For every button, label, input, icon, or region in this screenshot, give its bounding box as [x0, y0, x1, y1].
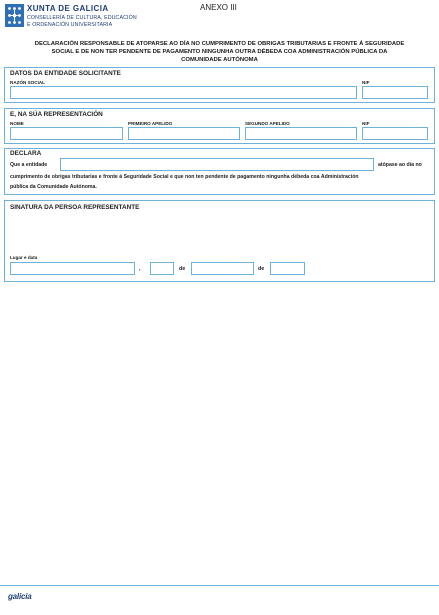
second-surname-input[interactable] — [245, 127, 357, 140]
footer-divider — [0, 585, 439, 586]
declaration-suffix: atópase ao día no — [378, 162, 422, 168]
declaration-line-2: cumprimento de obrigas tributarias e fronte á Seguridade Social e que non ten pendente de pagamento ningunha débeda coa Administración — [10, 174, 359, 180]
company-name-label: RAZÓN SOCIAL — [10, 80, 45, 85]
declaration-section-title: DECLARA — [10, 150, 42, 157]
entity-section-title: DATOS DA ENTIDADE SOLICITANTE — [10, 70, 121, 77]
declaration-line-3: pública da Comunidade Autónoma. — [10, 184, 97, 190]
first-surname-input[interactable] — [128, 127, 240, 140]
title-line-1: DECLARACIÓN RESPONSABLE DE ATOPARSE AO DÍA NO CUMPRIMENTO DE OBRIGAS TRIBUTARIAS E FRONTE Á SEGURIDADE — [34, 41, 405, 47]
de-separator-2: de — [258, 266, 265, 272]
annex-label: ANEXO III — [200, 3, 237, 12]
org-name: XUNTA DE GALICIA — [27, 4, 109, 13]
entity-nif-input[interactable] — [362, 86, 428, 99]
declaration-prefix: Que a entidade — [10, 162, 48, 168]
comma-separator: , — [139, 266, 141, 272]
year-input[interactable] — [270, 262, 305, 275]
place-date-label: Lugar e data — [10, 255, 38, 260]
month-input[interactable] — [191, 262, 254, 275]
de-separator-1: de — [179, 266, 186, 272]
title-line-3: COMUNIDADE AUTÓNOMA — [181, 57, 258, 64]
second-surname-label: SEGUNDO APELIDO — [245, 121, 290, 126]
org-subtitle-2: E ORDENACIÓN UNIVERSITARIA — [27, 22, 113, 28]
representative-nif-input[interactable] — [362, 127, 428, 140]
document-title — [18, 40, 421, 65]
declared-entity-input[interactable] — [60, 158, 374, 171]
first-name-input[interactable] — [10, 127, 123, 140]
place-input[interactable] — [10, 262, 135, 275]
title-line-2: SOCIAL E DE NON TER PENDENTE DE PAGAMENTO NINGUNHA OUTRA DÉBEDA COA ADMINISTRACIÓN PÚBLICA DA — [51, 49, 388, 56]
company-name-input[interactable] — [10, 86, 357, 99]
galicia-footer-logo: galicia — [8, 592, 32, 601]
representative-nif-label: NIF — [362, 121, 370, 126]
signature-section-title: SINATURA DA PERSOA REPRESENTANTE — [10, 204, 140, 211]
entity-nif-label: NIF — [362, 80, 370, 85]
first-surname-label: PRIMEIRO APELIDO — [128, 121, 173, 126]
representation-section-title: E, NA SÚA REPRESENTACIÓN — [10, 111, 103, 118]
xunta-shield-logo — [5, 4, 24, 27]
first-name-label: NOME — [10, 121, 24, 126]
org-subtitle-1: CONSELLERÍA DE CULTURA, EDUCACIÓN — [27, 15, 137, 21]
day-input[interactable] — [150, 262, 174, 275]
